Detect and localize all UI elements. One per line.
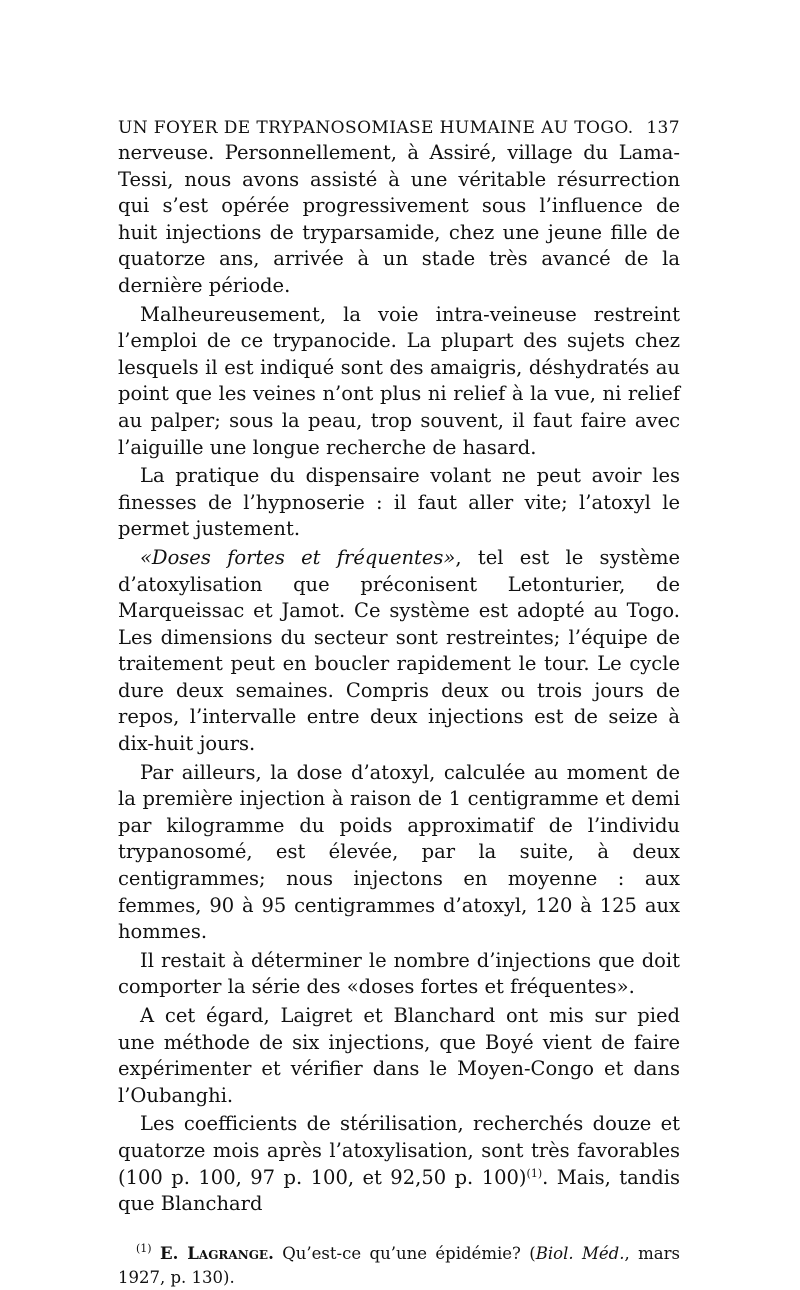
- body-text: [118, 140, 680, 1218]
- paragraph: [118, 545, 680, 758]
- paragraph: A cet égard, Laigret et Blanchard ont mis sur pied une méthode de six injections, que Boyé vient de faire expérimenter et vérifier dans le Moyen-Congo et dans l’Oubanghi.: [118, 1004, 680, 1107]
- page: [118, 118, 680, 1290]
- footnote-tail: , mars 1927, p. 130).: [118, 1243, 680, 1287]
- paragraph-text: Les coefficients de stérilisation, recherchés douze et quatorze mois après l’atoxylisation, sont très favorables (100 p. 100, 97 p. 100, et 92,50 p. 100): [118, 1112, 680, 1189]
- footnote-reference: (1): [526, 1166, 543, 1180]
- footnote: [118, 1242, 680, 1290]
- running-title: UN FOYER DE TRYPANOSOMIASE HUMAINE AU TOGO.: [118, 118, 634, 138]
- running-header: [118, 118, 680, 138]
- paragraph: Par ailleurs, la dose d’atoxyl, calculée au moment de la première injection à raison de 1 centigramme et demi par kilogramme du poids approximatif de l’individu trypanosomé, est élevée, par la suite, à deux centigrammes; nous injectons en moyenne : aux femmes, 90 à 95 centigrammes d’atoxyl, 120 à 125 aux hommes.: [118, 760, 680, 944]
- footnote-text: Qu’est-ce qu’une épidémie? (: [273, 1243, 536, 1263]
- footnote-mark: (1): [136, 1241, 152, 1255]
- paragraph-text: . Mais, tandis que Blanchard: [118, 1165, 680, 1216]
- paragraph: [118, 1111, 680, 1217]
- paragraph: La pratique du dispensaire volant ne peut avoir les finesses de l’hypnoserie : il faut aller vite; l’atoxyl le permet justement.: [118, 464, 680, 541]
- footnote-author: E. Lagrange.: [160, 1243, 274, 1263]
- italic-phrase: «Doses fortes et fréquentes»: [140, 545, 456, 569]
- paragraph: Malheureusement, la voie intra-veineuse restreint l’emploi de ce trypanocide. La plupart des sujets chez lesquels il est indiqué sont des amaigris, déshydratés au point que les veines n’ont plus ni relief à la vue, ni relief au palper; sous la peau, trop souvent, il faut faire avec l’aiguille une longue recherche de hasard.: [118, 302, 680, 459]
- page-number: 137: [646, 118, 680, 138]
- paragraph-text: , tel est le système d’atoxylisation que préconisent Letonturier, de Marqueissac et Jamot. Ce système est adopté au Togo. Les dimensions du secteur sont restreintes; l’équipe de traitement peut en boucler rapidement le tour. Le cycle dure deux semaines. Compris deux ou trois jours de repos, l’intervalle entre deux injections est de seize à dix-huit jours.: [118, 545, 680, 756]
- paragraph: Il restait à déterminer le nombre d’injections que doit comporter la série des «doses fortes et fréquentes».: [118, 948, 680, 999]
- footnote-journal: Biol. Méd.: [535, 1243, 625, 1263]
- paragraph: nerveuse. Personnellement, à Assiré, village du Lama-Tessi, nous avons assisté à une véritable résurrection qui s’est opérée progressivement sous l’influence de huit injections de tryparsamide, chez une jeune fille de quatorze ans, arrivée à un stade très avancé de la dernière période.: [118, 141, 680, 297]
